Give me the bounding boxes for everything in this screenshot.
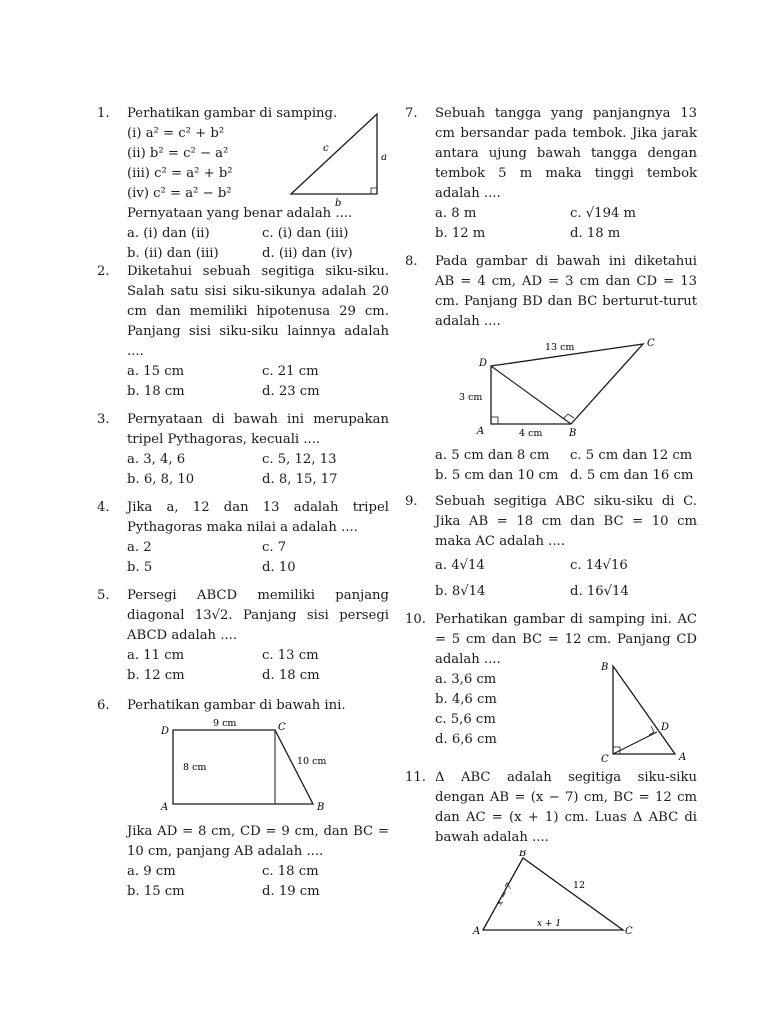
option-c[interactable]: c. 5, 12, 13 (262, 452, 337, 467)
question-number: 6. (97, 698, 110, 713)
label-b: b (335, 198, 342, 208)
question-6 (97, 696, 389, 902)
option-d[interactable]: d. 6,6 cm (435, 732, 497, 747)
question-number: 9. (405, 494, 418, 509)
question-number: 2. (97, 264, 110, 279)
option-d[interactable]: d. 19 cm (262, 884, 320, 899)
option-c[interactable]: c. 18 cm (262, 864, 319, 879)
question-stem: Pernyataan yang benar adalah .... (127, 206, 353, 221)
label-B: B (317, 802, 325, 813)
option-b[interactable]: b. 15 cm (127, 884, 185, 899)
options (127, 538, 389, 578)
question-10 (405, 610, 697, 765)
label-slant: 10 cm (297, 756, 327, 767)
option-a[interactable]: a. (i) dan (ii) (127, 226, 210, 241)
option-c[interactable]: c. 7 (262, 540, 287, 555)
option-a[interactable]: a. 4√14 (435, 558, 485, 573)
statement-2: (ii) b² = c² − a² (127, 146, 229, 161)
option-a[interactable]: a. 8 m (435, 206, 477, 221)
question-stem: Diketahui sebuah segitiga siku-siku. Salah satu sisi siku-sikunya adalah 20 cm dan memiliki hipotenusa 29 cm. Panjang sisi siku-siku lainnya adalah .... (127, 264, 389, 359)
question-stem: Jika AD = 8 cm, CD = 9 cm, dan BC = 10 cm, panjang AB adalah .... (127, 824, 389, 859)
option-c[interactable]: c. 5 cm dan 12 cm (570, 448, 693, 463)
option-d[interactable]: d. 8, 15, 17 (262, 472, 338, 487)
options (435, 446, 697, 486)
option-b[interactable]: b. 12 m (435, 226, 486, 241)
question-stem: Pada gambar di bawah ini diketahui AB = 4 cm, AD = 3 cm dan CD = 13 cm. Panjang BD dan BC berturut-turut adalah .... (435, 254, 697, 329)
label-A: A (161, 802, 169, 813)
question-number: 8. (405, 254, 418, 269)
option-b[interactable]: b. 5 (127, 560, 153, 575)
label-x-plus-1: x + 1 (537, 919, 562, 929)
option-b[interactable]: b. 18 cm (127, 384, 185, 399)
options (435, 204, 697, 244)
label-B: B (569, 428, 577, 439)
statement-1: (i) a² = c² + b² (127, 126, 225, 141)
option-a[interactable]: a. 2 (127, 540, 152, 555)
question-stem: Persegi ABCD memiliki panjang diagonal 13√2. Panjang sisi persegi ABCD adalah .... (127, 588, 389, 643)
option-a[interactable]: a. 3,6 cm (435, 672, 497, 687)
label-12: 12 (573, 880, 586, 891)
question-8 (405, 252, 697, 486)
question-number: 1. (97, 106, 110, 121)
question-7 (405, 104, 697, 244)
question-number: 7. (405, 106, 418, 121)
triangle-abc-figure (443, 850, 643, 940)
option-b[interactable]: b. 8√14 (435, 584, 486, 599)
label-left: 8 cm (183, 762, 207, 773)
question-5 (97, 586, 389, 686)
question-stem: Jika a, 12 dan 13 adalah tripel Pythagoras maka nilai a adalah .... (127, 500, 389, 535)
statement-3: (iii) c² = a² + b² (127, 166, 233, 181)
label-C: C (625, 926, 633, 937)
label-C: C (278, 722, 286, 733)
label-c: c (323, 143, 329, 154)
label-C: C (647, 338, 655, 349)
label-D: D (479, 358, 488, 369)
options (127, 862, 389, 902)
option-b[interactable]: b. 5 cm dan 10 cm (435, 468, 559, 483)
quadrilateral-figure (435, 334, 675, 444)
option-d[interactable]: d. 5 cm dan 16 cm (570, 468, 694, 483)
label-D: D (161, 726, 170, 737)
question-stem: Sebuah tangga yang panjangnya 13 cm bersandar pada tembok. Jika jarak antara ujung bawah tangga dengan tembok 5 m maka tinggi tembok adalah .... (435, 106, 697, 201)
question-intro: Perhatikan gambar di samping. (127, 106, 338, 121)
label-C: C (601, 754, 609, 765)
option-d[interactable]: d. 23 cm (262, 384, 320, 399)
option-a[interactable]: a. 3, 4, 6 (127, 452, 186, 467)
option-b[interactable]: b. (ii) dan (iii) (127, 246, 219, 261)
option-c[interactable]: c. 14√16 (570, 558, 628, 573)
question-9 (405, 492, 697, 602)
label-a: a (381, 152, 387, 163)
option-c[interactable]: c. (i) dan (iii) (262, 226, 349, 241)
question-11 (405, 768, 697, 940)
question-1 (97, 104, 389, 261)
right-triangle-altitude-figure (593, 660, 703, 770)
label-B: B (519, 850, 527, 859)
question-stem: Sebuah segitiga ABC siku-siku di C. Jika AB = 18 cm dan BC = 10 cm maka AC adalah .... (435, 494, 697, 549)
question-intro: Perhatikan gambar di bawah ini. (127, 698, 346, 713)
option-b[interactable]: b. 4,6 cm (435, 692, 497, 707)
option-d[interactable]: d. 10 (262, 560, 296, 575)
option-c[interactable]: c. √194 m (570, 206, 637, 221)
right-column (405, 104, 697, 940)
question-2 (97, 262, 389, 402)
question-number: 3. (97, 412, 110, 427)
question-4 (97, 498, 389, 578)
label-A: A (679, 752, 687, 763)
label-3cm: 3 cm (459, 392, 483, 403)
option-d[interactable]: d. 18 cm (262, 668, 320, 683)
label-4cm: 4 cm (519, 428, 543, 439)
option-d[interactable]: d. 18 m (570, 226, 621, 241)
question-number: 4. (97, 500, 110, 515)
option-a[interactable]: a. 15 cm (127, 364, 185, 379)
options (127, 450, 389, 490)
question-stem: Δ ABC adalah segitiga siku-siku dengan AB = (x − 7) cm, BC = 12 cm dan AC = (x + 1) cm. Luas Δ ABC di bawah adalah .... (435, 770, 697, 845)
option-c[interactable]: c. 13 cm (262, 648, 319, 663)
label-top: 9 cm (213, 718, 237, 729)
option-b[interactable]: b. 12 cm (127, 668, 185, 683)
options (127, 362, 389, 402)
option-a[interactable]: a. 11 cm (127, 648, 185, 663)
option-d[interactable]: d. (ii) dan (iv) (262, 246, 353, 261)
label-A: A (477, 426, 485, 437)
left-column (97, 104, 389, 902)
label-13cm: 13 cm (545, 342, 575, 353)
option-c[interactable]: c. 5,6 cm (435, 712, 496, 727)
question-3 (97, 410, 389, 490)
label-A: A (473, 926, 481, 937)
question-number: 10. (405, 612, 426, 627)
label-B: B (601, 662, 609, 673)
question-number: 5. (97, 588, 110, 603)
statement-4: (iv) c² = a² − b² (127, 186, 232, 201)
option-d[interactable]: d. 16√14 (570, 584, 629, 599)
option-a[interactable]: a. 5 cm dan 8 cm (435, 448, 550, 463)
option-b[interactable]: b. 6, 8, 10 (127, 472, 195, 487)
options (127, 224, 389, 264)
option-a[interactable]: a. 9 cm (127, 864, 176, 879)
question-stem: Perhatikan gambar di samping ini. AC = 5 cm dan BC = 12 cm. Panjang CD adalah .... (435, 612, 697, 667)
label-D: D (661, 722, 670, 733)
options (435, 556, 697, 602)
label-x-minus-7: x − 7 (494, 881, 516, 908)
question-stem: Pernyataan di bawah ini merupakan tripel Pythagoras, kecuali .... (127, 412, 389, 447)
right-triangle-figure (283, 108, 393, 208)
trapezoid-figure (127, 718, 327, 818)
option-c[interactable]: c. 21 cm (262, 364, 319, 379)
options (127, 646, 389, 686)
question-number: 11. (405, 770, 426, 785)
